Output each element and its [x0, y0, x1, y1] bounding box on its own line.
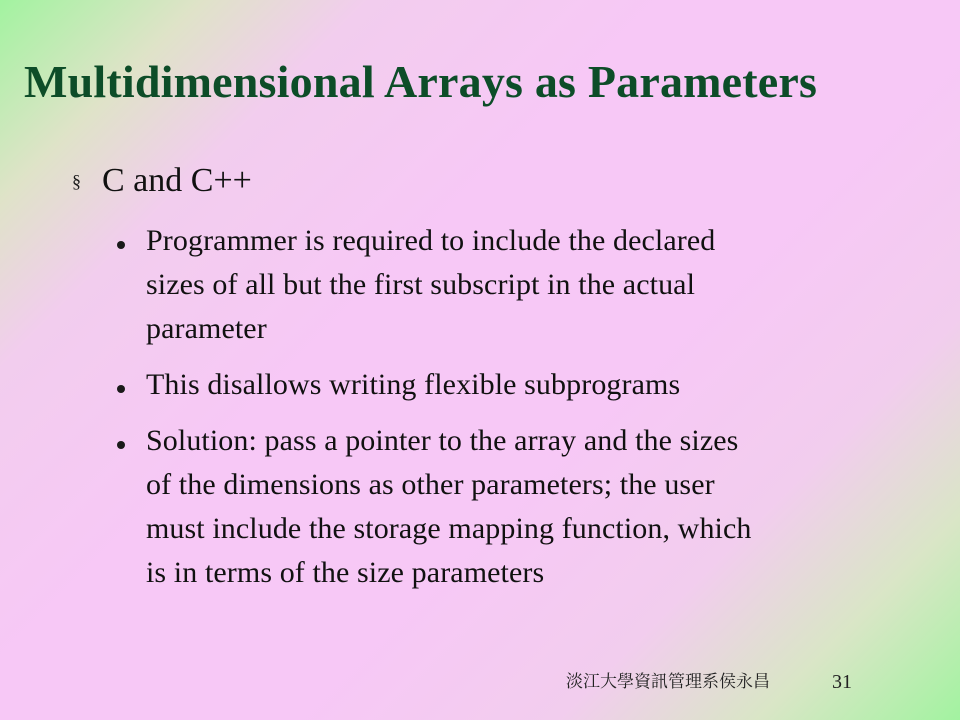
text-line: Programmer is required to include the declared: [146, 224, 716, 257]
text-line: sizes of all but the first subscript in the actual: [146, 268, 696, 301]
bullet-text: C and C++: [102, 162, 252, 199]
text-line: must include the storage mapping function, which: [146, 512, 752, 545]
text-line: of the dimensions as other parameters; the user: [146, 468, 715, 501]
sub-bullet-text: [146, 219, 906, 351]
sub-bullet-text: [146, 419, 906, 595]
sub-bullet-list: [114, 219, 914, 607]
sub-bullet-item: [114, 219, 914, 351]
footer-institution: 淡江大學資訊管理系侯永昌: [566, 672, 770, 692]
sub-bullet-item: [114, 419, 914, 595]
bullet-item: [72, 159, 252, 203]
sub-bullet-item: [114, 363, 914, 407]
text-line: is in terms of the size parameters: [146, 556, 545, 589]
dot-bullet-icon: [114, 419, 146, 463]
page-number: 31: [832, 671, 852, 693]
sub-bullet-text: [146, 363, 906, 407]
text-line: Solution: pass a pointer to the array and the sizes: [146, 424, 739, 457]
text-line: This disallows writing flexible subprograms: [146, 368, 681, 401]
dot-bullet-icon: [114, 219, 146, 263]
dot-bullet-icon: [114, 363, 146, 407]
section-bullet-icon: §: [72, 171, 81, 191]
slide-title: Multidimensional Arrays as Parameters: [24, 56, 818, 107]
text-line: parameter: [146, 312, 267, 345]
